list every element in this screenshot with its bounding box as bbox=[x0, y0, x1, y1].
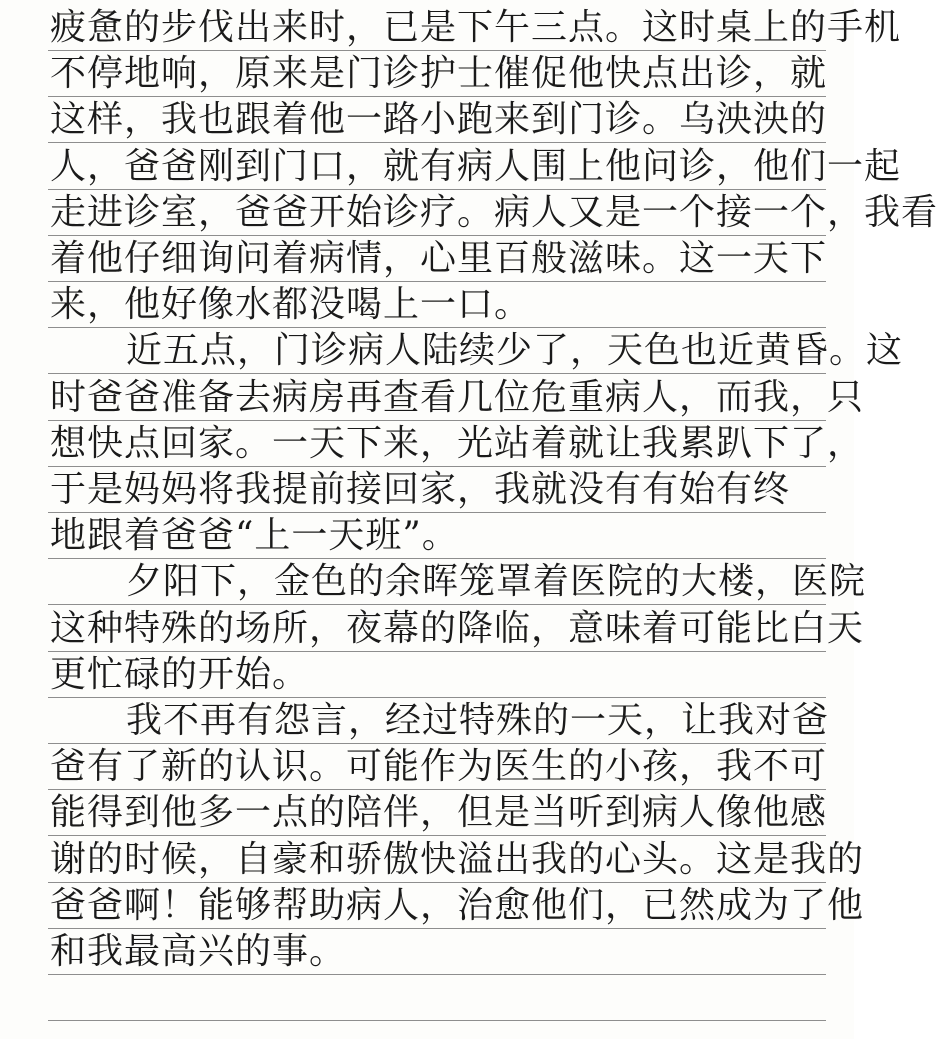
ruled-line bbox=[48, 651, 826, 652]
essay-line: 走进诊室，爸爸开始诊疗。病人又是一个接一个，我看 bbox=[50, 191, 938, 233]
essay-line: 不停地响，原来是门诊护士催促他快点出诊，就 bbox=[50, 53, 828, 95]
essay-line: 和我最高兴的事。 bbox=[50, 931, 347, 972]
essay-line: 爸爸啊！能够帮助病人，治愈他们，已然成为了他 bbox=[50, 884, 865, 926]
essay-line: 能得到他多一点的陪伴，但是当听到病人像他感 bbox=[50, 792, 828, 834]
essay-line: 更忙碌的开始。 bbox=[50, 653, 310, 695]
essay-line: 这种特殊的场所，夜幕的降临，意味着可能比白天 bbox=[50, 607, 865, 649]
ruled-line bbox=[48, 1020, 826, 1021]
essay-line: 我不再有怨言，经过特殊的一天，让我对爸 bbox=[126, 700, 830, 741]
ruled-line bbox=[48, 558, 826, 559]
ruled-line bbox=[48, 697, 826, 698]
ruled-line bbox=[48, 928, 826, 929]
ruled-line bbox=[48, 789, 826, 790]
ruled-line bbox=[48, 373, 826, 374]
essay-line: 谢的时候，自豪和骄傲快溢出我的心头。这是我的 bbox=[50, 838, 865, 880]
essay-line: 时爸爸准备去病房再查看几位危重病人，而我，只 bbox=[50, 376, 865, 418]
essay-line: 爸有了新的认识。可能作为医生的小孩，我不可 bbox=[50, 746, 828, 788]
essay-line: 于是妈妈将我提前接回家，我就没有有始有终 bbox=[50, 469, 791, 510]
ruled-line bbox=[48, 235, 826, 236]
essay-line: 想快点回家。一天下来，光站着就让我累趴下了， bbox=[50, 422, 865, 464]
essay-line: 这样，我也跟着他一路小跑来到门诊。乌泱泱的 bbox=[50, 99, 828, 141]
ruled-line bbox=[48, 142, 826, 143]
essay-line: 夕阳下，金色的余晖笼罩着医院的大楼，医院 bbox=[126, 561, 867, 603]
ruled-line bbox=[48, 743, 826, 744]
ruled-line bbox=[48, 466, 826, 467]
essay-line: 地跟着爸爸“上一天班”。 bbox=[50, 515, 459, 557]
ruled-line bbox=[48, 512, 826, 513]
essay-line: 疲惫的步伐出来时，已是下午三点。这时桌上的手机 bbox=[50, 7, 902, 48]
essay-line: 近五点，门诊病人陆续少了，天色也近黄昏。这 bbox=[126, 330, 904, 372]
essay-line: 来，他好像水都没喝上一口。 bbox=[50, 284, 532, 326]
ruled-line bbox=[48, 189, 826, 190]
essay-line: 人，爸爸刚到门口，就有病人围上他问诊，他们一起 bbox=[50, 145, 902, 187]
ruled-line bbox=[48, 420, 826, 421]
ruled-line bbox=[48, 50, 826, 51]
ruled-line bbox=[48, 96, 826, 97]
ruled-line bbox=[48, 882, 826, 883]
ruled-line bbox=[48, 835, 826, 836]
ruled-line bbox=[48, 327, 826, 328]
ruled-line bbox=[48, 281, 826, 282]
ruled-line bbox=[48, 974, 826, 975]
ruled-line bbox=[48, 604, 826, 605]
essay-line: 着他仔细询问着病情，心里百般滋味。这一天下 bbox=[50, 238, 828, 279]
